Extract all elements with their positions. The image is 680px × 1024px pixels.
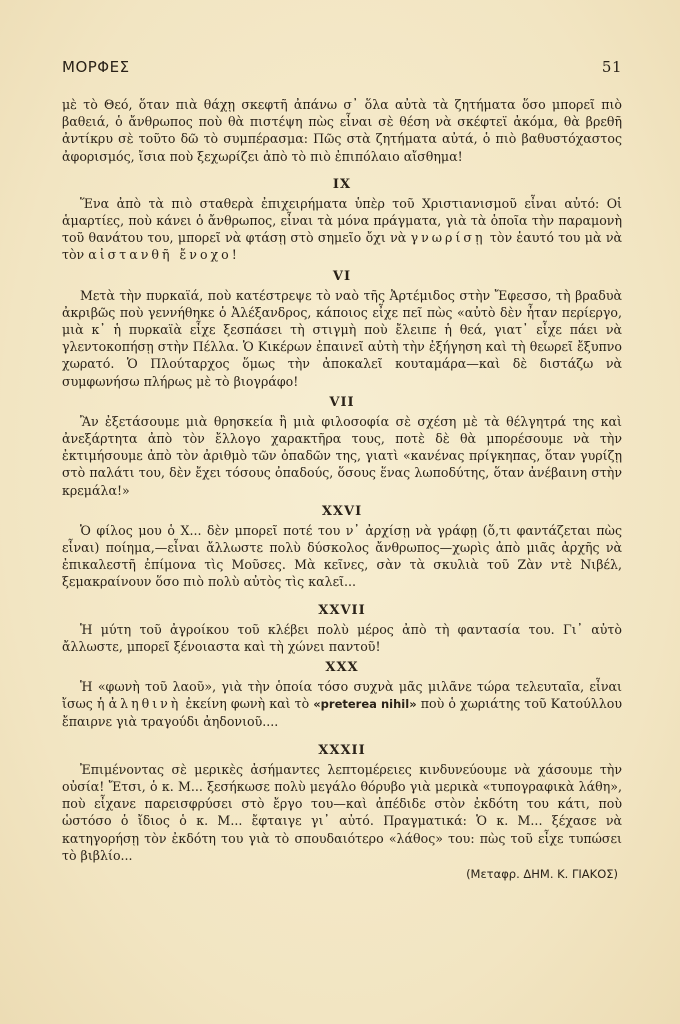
section-xxvii — [62, 603, 622, 655]
journal-title: ΜΟΡΦΕΣ — [62, 58, 130, 76]
section-paragraph: Ἂν ἐξετάσουμε μιὰ θρησκεία ἢ μιὰ φιλοσοφία σὲ σχέση μὲ τὰ θέλγητρά της καὶ ἀνεξάρτητα ἀπὸ τὸν ἔλλογο χαρακτῆρα τους, ποτὲ δὲ θὰ μπορέσουμε νὰ τὴν ἐκτιμήσουμε ἀπὸ τὸν ἀριθμὸ τῶν ὀπαδῶν της, γιατὶ «κανένας πρίγκηπας, ὅταν γυρίζῃ στὸ παλάτι του, δὲν ἔχει τόσους ὀπαδούς, ὅσους ἕνας λωποδύτης, ὅταν ἀνέβαινη στὴν κρεμάλα!» — [62, 413, 622, 498]
section-paragraph — [62, 678, 622, 731]
section-heading: VI — [332, 268, 352, 284]
intro-paragraph: μὲ τὸ Θεό, ὅταν πιὰ θάχῃ σκεφτῆ ἀπάνω σ᾽ ὅλα αὐτὰ τὰ ζητήματα ὅσο μπορεῖ πιὸ βαθειά, ὁ ἄνθρωπος ποὺ θὰ πιστέψη πὼς εἶναι σὲ θέση νὰ σκέφτεϊ ἀκόμα, θὰ βρεθῆ ἀντίκρυ σὲ τοῦτο δῶ τὸ συμπέρασμα: Πῶς στὰ ζητήματα αὐτά, ὁ πιὸ βαθυστόχαστος ἀφορισμός, ἴσια ποὺ ξεχωρίζει ἀπὸ τὸ πιὸ ἐπιπόλαιο αἴσθημα! — [62, 97, 622, 164]
emphasized-word: ἀληθινὴ — [108, 696, 182, 712]
section-xxx — [62, 660, 622, 731]
section-heading: XXVI — [321, 503, 363, 519]
section-heading: XXVII — [318, 602, 366, 618]
section-heading: XXX — [325, 660, 359, 676]
section-paragraph: Ἐπιμένοντας σὲ μερικὲς ἀσήμαντες λεπτομέρειες κινδυνεύουμε νὰ χάσουμε τὴν οὐσία! Ἔτσι, ὁ κ. Μ... ξεσήκωσε πολὺ μεγάλο θόρυβο γιὰ μερικὰ «τυπογραφικὰ λάθη», ποὺ εἶχανε παρεισφρύσει στὸ ἔργο του—καὶ ἀπέδιδε στὸν ἐκδότη του κάτι, ποὺ ὡστόσο ὁ ἴδιος ὁ κ. Μ... ἔφταιγε γι᾽ αὐτό. Πραγματικά: Ὁ κ. Μ... ξέχασε νὰ κατηγορήσῃ τὸν ἐκδότη του γιὰ τὸ σπουδαιότερο «λάθος» του: πὼς τοῦ εἶχε τυπώσει τὸ βιβλίο... — [62, 761, 622, 863]
section-heading: IX — [332, 176, 352, 192]
section-vii — [62, 395, 622, 499]
emphasized-word: αἰστανθῆ ἔνοχο! — [88, 247, 240, 263]
paragraph-text: Ἡ «φωνὴ τοῦ λαοῦ», γιὰ τὴν ὁποία τόσο συχνὰ μᾶς μιλᾶνε τώρα τελευταῖα, εἶναι ἴσως ἡ — [62, 679, 622, 712]
latin-phrase: «preterea nihil» — [313, 697, 417, 712]
section-heading: XXXII — [318, 742, 366, 758]
section-ix — [62, 177, 622, 264]
translator-signature: (Μεταφρ. ΔΗΜ. Κ. ΓΙΑΚΟΣ) — [466, 866, 618, 881]
section-paragraph: Ἡ μύτη τοῦ ἀγροίκου τοῦ κλέβει πολὺ μέρος ἀπὸ τὴ φαντασία του. Γι᾽ αὐτὸ ἄλλωστε, μπορεῖ ξένοιαστα καὶ τὴ χώνει παντοῦ! — [62, 621, 622, 654]
intro-paragraph-block — [62, 96, 622, 165]
section-heading: VII — [329, 394, 355, 410]
paragraph-text: ποὺ ὁ χωριάτης τοῦ Κατούλλου ἔπαιρνε γιὰ τραγούδι ἀηδονιοῦ.... — [62, 696, 622, 730]
paragraph-text: ἐκείνη φωνὴ καὶ τὸ — [185, 696, 310, 712]
running-header — [62, 58, 622, 76]
paragraph-text: Ἕνα ἀπὸ τὰ πιὸ σταθερὰ ἐπιχειρήματα ὑπὲρ τοῦ Χριστιανισμοῦ εἶναι αὐτό: Οἱ ἁμαρτίες, ποὺ κάνει ὁ ἄνθρωπος, εἶναι τὰ μόνα πράγματα, γιὰ τὰ ὁποῖα τὴν παραμονὴ τοῦ θανάτου του, μπορεῖ νὰ φτάσῃ στὸ σημεῖο ὄχι νὰ — [62, 195, 622, 246]
page-number: 51 — [601, 58, 622, 76]
emphasized-word: γνωρίσῃ — [410, 230, 486, 246]
section-paragraph: Ὁ φίλος μου ὁ Χ... δὲν μπορεῖ ποτέ του ν᾽ ἀρχίσῃ νὰ γράφῃ (ὅ,τι φαντάζεται πὼς εἶναι) ποίημα,—εἶναι ἄλλωστε πολὺ δύσκολος ἄνθρωπος—χωρὶς ἀπὸ μιᾶς ἀρχῆς νὰ ἐπικαλεστῆ ἐπίμονα τὶς Μοῦσες. Μὰ κεῖνες, σὰν τὰ σκυλιὰ τοῦ Ζὰν ντὲ Νιβέλ, ξεμακραίνουν ὅσο πιὸ πολὺ αὐτὸς τὶς καλεῖ... — [62, 522, 622, 590]
paragraph-text: τὸν ἑαυτό του μὰ νὰ τὸν — [62, 230, 622, 263]
section-xxxii — [62, 743, 622, 864]
section-paragraph — [62, 195, 622, 264]
section-paragraph: Μετὰ τὴν πυρκαϊά, ποὺ κατέστρεψε τὸ ναὸ τῆς Ἀρτέμιδος στὴν Ἔφεσσο, τὴ βραδυὰ ἀκριβῶς ποὺ γεννήθηκε ὁ Ἀλέξανδρος, κάποιος εἶχε πεῖ πὼς «αὐτὸ δὲν ἦταν περίεργο, μιὰ κ᾽ ἡ πυρκαϊὰ εἶχε ξεσπάσει τὴ στιγμὴ ποὺ ἔλειπε ἡ θεά, γιατ᾽ εἶχε πάει νὰ γλεντοκοπήσῃ στὴν Πέλλα. Ὁ Κικέρων ἐπαινεῖ αὐτὴ τὴν ἐξήγηση καὶ τὴ θεωρεῖ ἔξυπνο χωρατό. Ὁ Πλούταρχος ὅμως τὴν ἀποκαλεῖ κουταμάρα—καὶ δὲ διστάζω νὰ συμφωνήσω πλήρως μὲ τὸ βιογράφο! — [62, 287, 622, 389]
section-vi — [62, 269, 622, 390]
section-xxvi — [62, 504, 622, 591]
